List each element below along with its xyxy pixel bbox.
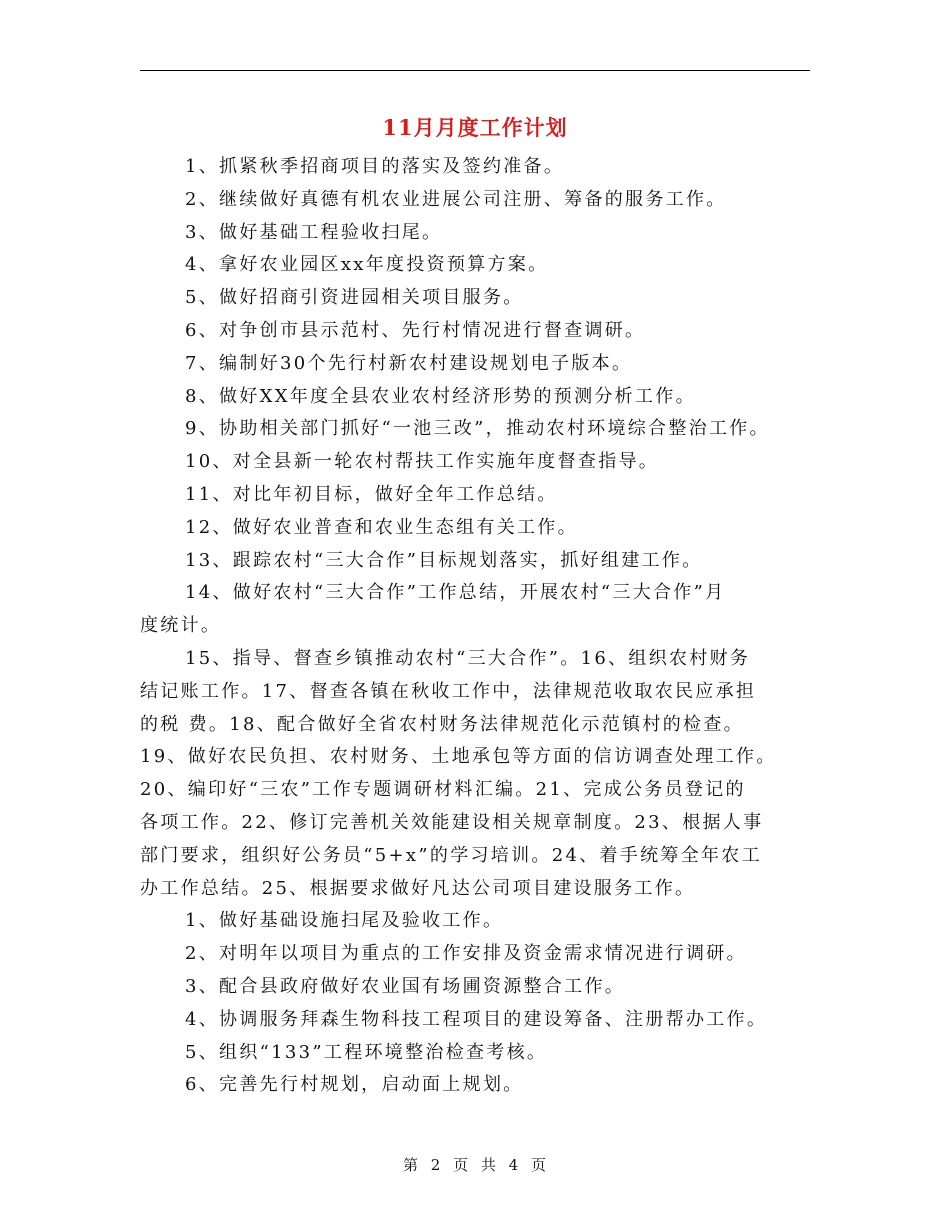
body-line: 4、协调服务拜森生物科技工程项目的建设筹备、注册帮办工作。 [185, 1008, 768, 1030]
body-line: 11、对比年初目标，做好全年工作总结。 [185, 483, 558, 505]
body-line: 1、抓紧秋季招商项目的落实及签约准备。 [185, 156, 565, 177]
body-line: 14、做好农村“三大合作”工作总结，开展农村“三大合作”月 [185, 582, 726, 604]
body-line: 4、拿好农业园区xx年度投资预算方案。 [185, 254, 549, 276]
body-line: 3、配合县政府做好农业国有场圃资源整合工作。 [185, 975, 626, 997]
header-rule [140, 70, 810, 71]
document-title: 11月月度工作计划 [382, 115, 568, 140]
body-line: 6、完善先行村规划，启动面上规划。 [185, 1074, 524, 1096]
body-line: 20、编印好“三农”工作专题调研材料汇编。21、完成公务员登记的 [140, 779, 746, 801]
body-line: 2、继续做好真德有机农业进展公司注册、筹备的服务工作。 [185, 188, 727, 210]
body-line: 3、做好基础工程验收扫尾。 [185, 221, 443, 243]
body-line: 度统计。 [140, 615, 222, 637]
body-line: 办工作总结。25、根据要求做好凡达公司项目建设服务工作。 [140, 877, 696, 899]
body-line: 部门要求，组织好公务员“5+x”的学习培训。24、着手统筹全年农工 [140, 844, 762, 866]
body-line: 5、做好招商引资进园相关项目服务。 [185, 287, 524, 309]
page-number-footer: 第 2 页 共 4 页 [403, 1156, 547, 1174]
body-line: 10、对全县新一轮农村帮扶工作实施年度督查指导。 [185, 451, 660, 473]
body-line: 8、做好XX年度全县农业农村经济形势的预测分析工作。 [185, 385, 696, 407]
body-line: 各项工作。22、修订完善机关效能建设相关规章制度。23、根据人事 [140, 811, 764, 833]
body-line: 的税 费。18、配合做好全省农村财务法律规范化示范镇村的检查。 [140, 713, 744, 735]
body-line: 15、指导、督查乡镇推动农村“三大合作”。16、组织农村财务 [185, 647, 751, 669]
body-line: 12、做好农业普查和农业生态组有关工作。 [185, 516, 578, 538]
body-line: 7、编制好30个先行村新农村建设规划电子版本。 [185, 352, 633, 374]
body-line: 6、对争创市县示范村、先行村情况进行督查调研。 [185, 319, 646, 341]
body-line: 2、对明年以项目为重点的工作安排及资金需求情况进行调研。 [185, 943, 747, 965]
body-line: 5、组织“133”工程环境整治检查考核。 [185, 1041, 548, 1063]
body-line: 13、跟踪农村“三大合作”目标规划落实，抓好组建工作。 [185, 549, 703, 571]
body-line: 9、协助相关部门抓好“一池三改”，推动农村环境综合整治工作。 [185, 418, 770, 440]
body-line: 结记账工作。17、督查各镇在秋收工作中，法律规范收取农民应承担 [140, 680, 757, 702]
body-line: 1、做好基础设施扫尾及验收工作。 [185, 910, 504, 932]
document-body [140, 151, 820, 1102]
body-line: 19、做好农民负担、农村财务、土地承包等方面的信访调查处理工作。 [140, 746, 777, 768]
